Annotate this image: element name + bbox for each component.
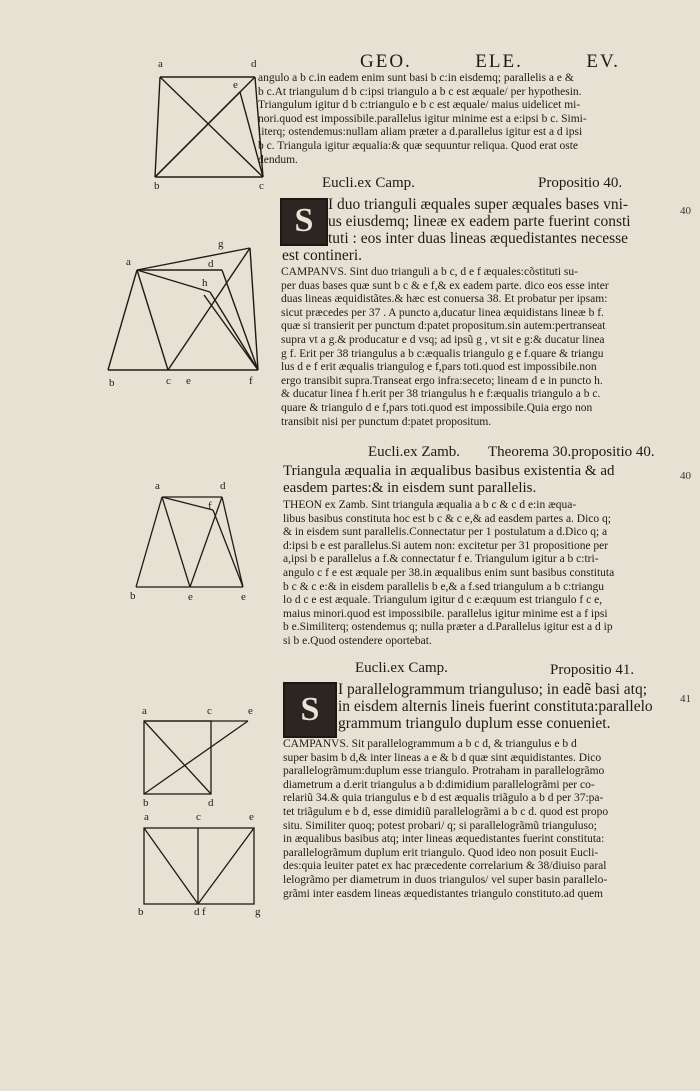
fig2-label-f: f [249, 375, 253, 387]
initial-s-ornament: S [280, 198, 328, 246]
text-line: in eisdem alternis lineis fuerint constituta:parallelo [338, 698, 653, 715]
sec40b-source: Eucli.ex Zamb. [368, 444, 461, 460]
text-line: CAMPANVS. Sint duo trianguli a b c, d e f æquales:cõstituti su- [281, 266, 578, 278]
text-line: Triangulum igitur d b c:triangulo e b c est æquale/ maius uidelicet mi- [258, 99, 581, 112]
fig5-label-e: e [249, 811, 254, 823]
text-line: si b e.Quod ostendere oportebat. [283, 634, 432, 647]
text-line: angulo c f e est æquale per 38.in æqualibus enim sunt basibus constituta [283, 566, 615, 579]
fig4-label-d: d [208, 797, 214, 809]
text-line: est contineri. [282, 247, 363, 264]
fig4-label-b: b [143, 797, 149, 809]
fig1-label-b: b [154, 180, 160, 192]
text-line: us eiusdemq; lineæ ex eadem parte fuerint consti [328, 213, 631, 230]
header-right: EV. [586, 51, 620, 72]
fig5-label-b: b [138, 906, 144, 918]
text-line: nori.quod est impossibile.parallelus igitur minime est a e:ipsi b c. Simi- [258, 112, 587, 125]
fig3-label-e2: e [241, 591, 246, 603]
header-middle: ELE. [475, 51, 523, 72]
fig2-label-a: a [126, 256, 131, 268]
fig3-label-b: b [130, 590, 136, 602]
text-line: parallelogrãmum:duplum esse triangulo. Protraham in parallelogrãmo [283, 765, 605, 778]
text-line: maius minori.quod est impossibile. parallelus igitur minime est a f ipsi [283, 607, 608, 620]
text-line: quæ si transierit per punctum d:patet propositum.sin autem:pertranseat [281, 320, 606, 333]
fig2-label-e: e [186, 375, 191, 387]
text-line: parallelogrãmum duplum erit triangulo. Quod ideo non posuit Eucli- [283, 846, 599, 859]
fig1-label-e: e [233, 79, 238, 91]
text-line: quare & triangulo d e f,pars toti.quod est impossibile.Quia ergo non [281, 401, 593, 414]
text-line: literq; ostendemus:nullam aliam præter a d.parallelus igitur est a d ipsi [258, 126, 583, 139]
fig4-label-a: a [142, 705, 147, 717]
fig5-label-d: d [194, 906, 200, 918]
fig3-label-e: e [188, 591, 193, 603]
text-line: tuti : eos inter duas lineas æquedistantes necesse [328, 230, 629, 247]
text-line: diametrum a d.erit triangulus a b d:dimidium parallelogrãmi per co- [283, 778, 595, 791]
text-line: & in eisdem sunt parallelis.Connectatur per 1 postulatum a d.Dico q; a [283, 526, 608, 539]
fig3-label-a: a [155, 480, 160, 492]
fig4-label-e: e [248, 705, 253, 717]
fig5-label-f: f [202, 906, 206, 918]
initial-s-ornament: S [283, 682, 337, 738]
sec40-label: Propositio 40. [538, 175, 623, 191]
text-line: CAMPANVS. Sit parallelogrammum a b c d, & triangulus e b d [283, 738, 577, 750]
fig5-label-a: a [144, 811, 149, 823]
text-line: relariũ 34.& quia triangulus e b d est æqualis triãgulo a b d per 37:pa- [283, 792, 604, 805]
text-line: duas lineas æquidistãtes.& hæc est conuersa 38. Et probatur per ipsam: [281, 293, 608, 306]
fig2-label-g: g [218, 238, 224, 250]
text-line: ergo transibit supra.Transeat ergo infra:seceto; lineam d e in puncto h. [281, 374, 603, 387]
fig1-label-d: d [251, 58, 257, 70]
text-line: THEON ex Zamb. Sint triangula æqualia a b c & c d e:in æqua- [283, 499, 577, 511]
text-line: & ducatur linea f h.erit per 38 triangulus h e f:æqualis triangulo a b c. [281, 388, 601, 401]
text-line: super basim b d,& inter lineas a e & b d quæ sint æquidistantes. Dico [283, 751, 602, 764]
sec41-label: Propositio 41. [550, 662, 635, 678]
text-line: lelogrãmo per diametrum in duos triangulos/ vel super basin parallelo- [283, 873, 608, 886]
text-line: libus basibus constituta hoc est b c & c e,& ad easdem partes a. Dico q; [283, 512, 611, 525]
fig5-label-c: c [196, 811, 201, 823]
sec40-margin: 40 [680, 205, 691, 217]
sec41-source: Eucli.ex Camp. [355, 660, 448, 676]
text-line: d:ipsi b e est parallelus.Si autem non: excitetur per 31 propositione per [283, 539, 609, 552]
text-line: b c.At triangulum d b c:ipsi triangulo a b c est æquale/ per hypothesin. [258, 85, 582, 98]
text-line: in æqualibus basibus atq; inter lineas æquedistantes fuerint constituta: [283, 833, 605, 846]
sec40b-margin: 40 [680, 470, 691, 482]
text-line: angulo a b c.in eadem enim sunt basi b c:in eisdemq; parallelis a e & [258, 72, 574, 84]
text-line: g f. Erit per 38 triangulus a b c:æqualis triangulo g e f.quare & triangu [281, 347, 604, 360]
text-line: I parallelogrammum trianguluso; in eadẽ basi atq; [338, 681, 648, 698]
sec40b-label: Theorema 30.propositio 40. [488, 444, 655, 460]
sec41-margin: 41 [680, 693, 691, 705]
fig2-label-b: b [109, 377, 115, 389]
text-line: b e.Similiterq; ostendemus q; nulla præter a d.Parallelus igitur est a d ip [283, 621, 613, 634]
fig2-label-c: c [166, 375, 171, 387]
text-line: grammum triangulo duplum esse conueniet. [338, 715, 611, 732]
text-line: a,ipsi b e parallelus a f.& connectatur f e. Triangulum igitur a b c:tri- [283, 553, 599, 566]
fig3-label-d: d [220, 480, 226, 492]
text-line: grãmi inter easdem lineas æquedistantes triangulo constituto.ad quem [283, 887, 604, 900]
text-line: des:quia leuiter patet ex hac præcedente correlarium & 38/diuiso paral [283, 860, 607, 873]
fig3-label-f: f [208, 500, 212, 512]
text-line: I duo trianguli æquales super æquales bases vni- [328, 196, 629, 213]
text-line: dendum. [258, 153, 298, 166]
text-line: sicut præcedes per 37 . A puncto a,ducatur linea æquidistans lineæ b f. [281, 306, 604, 319]
fig1-label-a: a [158, 58, 163, 70]
text-line: per duas bases quæ sunt b c & e f,& ex eadem parte. dico eos esse inter [281, 279, 609, 292]
fig2-label-d: d [208, 258, 214, 270]
text-line: tet triãgulum e b d, esse dimidiũ parallelogrãmi a b c d. quod est propo [283, 805, 609, 818]
text-line: easdem partes:& in eisdem sunt parallelis. [283, 480, 537, 496]
text-line: supra vt a g.& producatur e d vsq; ad ipsũ g , vt sit e g:& ducatur linea [281, 333, 605, 346]
text-line: b c & c e:& in eisdem parallelis b e,& a f.sed triangulum a b c:triangu [283, 580, 604, 593]
fig2-label-h: h [202, 277, 208, 289]
fig4-label-c: c [207, 705, 212, 717]
text-line: situ. Similiter quoq; potest probari/ q; si parallelogrãmũ trianguluso; [283, 819, 597, 832]
text-line: lus d e f erit æqualis triangulog e f,pars toti.quod est impossibile.non [281, 361, 597, 374]
header-left: GEO. [360, 51, 412, 72]
fig5-label-g: g [255, 906, 261, 918]
fig1-label-c: c [259, 180, 264, 192]
text-line: b c. Triangula igitur æqualia:& quæ sequuntur reliqua. Quod erat oste [258, 139, 579, 152]
text-line: transibit nisi per punctum d:patet propositum. [281, 415, 492, 428]
text-line: lo d c e est æquale. Triangulum igitur d c e:æquum est triangulo f c e, [283, 594, 603, 607]
sec40-source: Eucli.ex Camp. [322, 175, 415, 191]
text-line: Triangula æqualia in æqualibus basibus existentia & ad [283, 463, 615, 479]
